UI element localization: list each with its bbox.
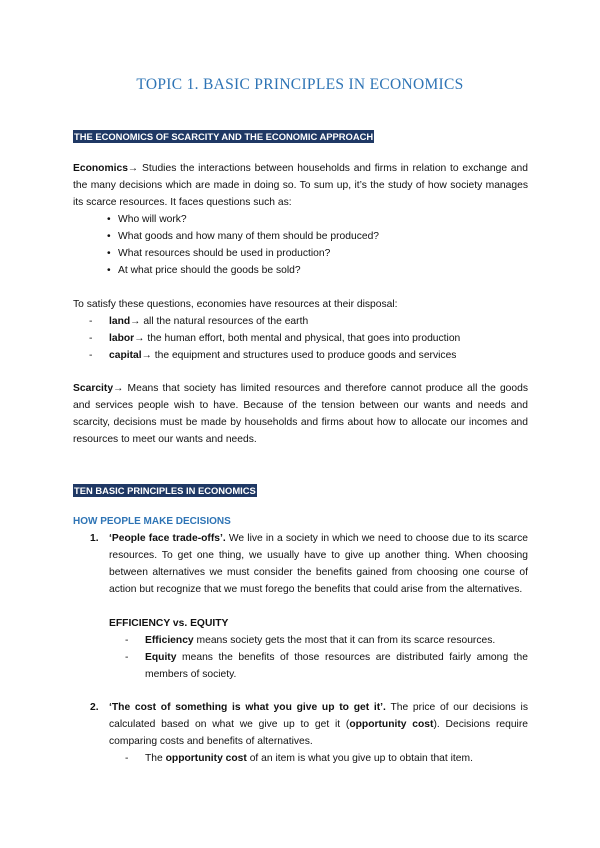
resources-list xyxy=(73,313,528,364)
bullet-icon: • xyxy=(107,231,111,242)
subheading-decisions: HOW PEOPLE MAKE DECISIONS xyxy=(73,516,231,527)
list-item: - The opportunity cost of an item is what you give up to obtain that item. xyxy=(125,753,473,764)
bullet-icon: • xyxy=(107,214,111,225)
list-item: • What resources should be used in production? xyxy=(73,245,528,262)
list-item: - Efficiency means society gets the most that it can from its scarce resources. xyxy=(125,635,496,646)
bullet-icon: • xyxy=(107,248,111,259)
resources-intro: To satisfy these questions, economies have resources at their disposal: xyxy=(73,299,398,310)
list-item: • What goods and how many of them should be produced? xyxy=(73,228,528,245)
page-title: TOPIC 1. BASIC PRINCIPLES IN ECONOMICS xyxy=(136,76,464,93)
list-item: - labor→ the human effort, both mental and physical, that goes into production xyxy=(89,333,461,344)
list-item: • Who will work? xyxy=(73,211,528,228)
principle-1-number: 1. xyxy=(90,533,99,544)
principle-2-number: 2. xyxy=(90,702,99,713)
scarcity-definition: Scarcity→ Means that society has limited resources and therefore cannot produce all the goods and services people wish to have. Because of the tension between our wants and needs and scarcity, decisions must be made by households and firms about how to allocate our incomes and resources to meet our wants and needs. xyxy=(73,383,528,445)
economics-text: Studies the interactions between households and firms in relation to exchange and the many decisions which are made in doing so. To sum up, it’s the study of how society manages its scarce resources. It faces questions such as: xyxy=(73,163,528,208)
list-item: • At what price should the goods be sold? xyxy=(73,262,528,279)
economics-term: Economics→ xyxy=(73,163,139,174)
economics-definition xyxy=(73,160,528,211)
principle-2-text: ‘The cost of something is what you give up to get it’. The price of our decisions is calculated based on what we give up to get it (opportunity cost). Decisions require comparing costs and benefits of alternatives. xyxy=(109,702,528,747)
efficiency-equity-label: EFFICIENCY vs. EQUITY xyxy=(109,618,229,629)
principle-1-text: ‘People face trade-offs’. We live in a society in which we need to choose due to its scarce resources. To get one thing, we usually have to give up another thing. When choosing between alternatives we must consider the benefits gained from choosing one course of action but recognize that we must forego the benefits that could arise from the alternatives. xyxy=(109,533,528,595)
list-item: - land→ all the natural resources of the earth xyxy=(89,316,309,327)
opportunity-cost-list xyxy=(109,750,528,767)
efficiency-equity-list xyxy=(109,632,528,683)
scarcity-term: Scarcity→ xyxy=(73,383,124,394)
section-heading-principles: TEN BASIC PRINCIPLES IN ECONOMICS xyxy=(74,485,256,496)
section-heading-scarcity: THE ECONOMICS OF SCARCITY AND THE ECONOMIC APPROACH xyxy=(74,131,374,142)
list-item: - Equity means the benefits of those resources are distributed fairly among the members of society. xyxy=(125,652,528,680)
questions-list xyxy=(73,211,528,279)
bullet-icon: • xyxy=(107,265,111,276)
list-item: - capital→ the equipment and structures used to produce goods and services xyxy=(89,350,457,361)
